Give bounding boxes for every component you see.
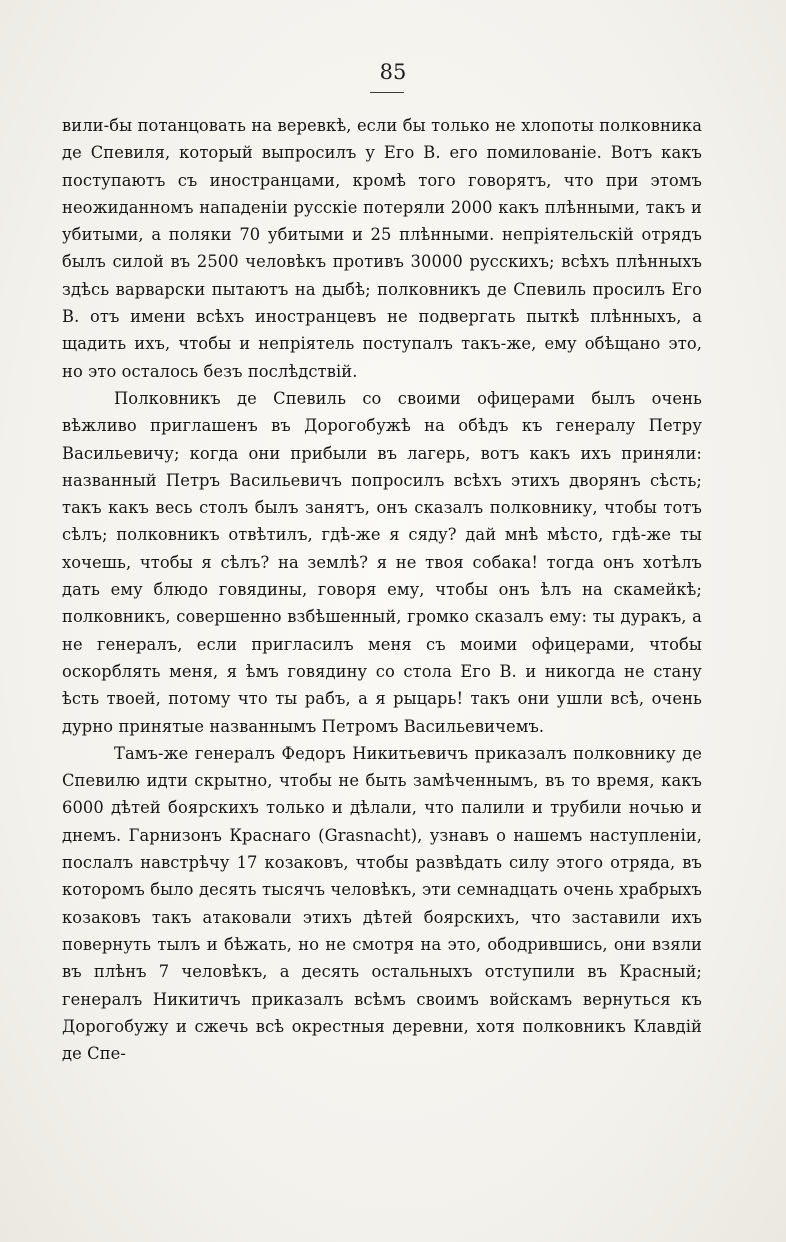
page-number-underline — [370, 92, 404, 93]
paragraph-continuation: вили-бы потанцовать на веревкѣ, если бы только не хлопоты полковника де Спевиля, который выпросилъ у Его В. его помилованіе. Вотъ какъ поступаютъ съ иностранцами, кромѣ того говорятъ, что при этомъ неожиданномъ нападеніи русскіе потеряли 2000 какъ плѣнными, такъ и убитыми, а поляки 70 убитыми и 25 плѣнными. непріятельскій отрядъ былъ силой въ 2500 человѣкъ противъ 30000 русскихъ; всѣхъ плѣнныхъ здѣсь варварски пытаютъ на дыбѣ; полковникъ де Спевиль просилъ Его В. отъ имени всѣхъ иностранцевъ не подвергать пыткѣ плѣнныхъ, а щадить ихъ, чтобы и непріятель поступалъ такъ-же, ему обѣщано это, но это осталось безъ послѣдствій. — [62, 116, 702, 381]
paragraph-dinner: Полковникъ де Спевиль со своими офицерами былъ очень вѣжливо приглашенъ въ Дорогобужѣ на обѣдъ къ генералу Петру Васильевичу; когда они прибыли въ лагерь, вотъ какъ ихъ приняли: названный Петръ Васильевичъ попросилъ всѣхъ этихъ дворянъ сѣсть; такъ какъ весь столъ былъ занятъ, онъ сказалъ полковнику, чтобы тотъ сѣлъ; полковникъ отвѣтилъ, гдѣ-же я сяду? дай мнѣ мѣсто, гдѣ-же ты хочешь, чтобы я сѣлъ? на землѣ? я не твоя собака! тогда онъ хотѣлъ дать ему блюдо говядины, говоря ему, чтобы онъ ѣлъ на скамейкѣ; полковникъ, совершенно взбѣшенный, громко сказалъ ему: ты дуракъ, а не генералъ, если пригласилъ меня съ моими офицерами, чтобы оскорблять меня, я ѣмъ говядину со стола Его В. и никогда не стану ѣсть твоей, потому что ты рабъ, а я рыцарь! такъ они ушли всѣ, очень дурно принятые названнымъ Петромъ Васильевичемъ. — [62, 388, 702, 736]
page-number: 85 — [379, 60, 407, 84]
paragraph-krasny: Тамъ-же генералъ Федоръ Никитьевичъ приказалъ полковнику де Спевилю идти скрытно, чтобы не быть замѣченнымъ, въ то время, какъ 6000 дѣтей боярскихъ только и дѣлали, что палили и трубили ночью и днемъ. Гарнизонъ Краснаго (Grasnacht), узнавъ о нашемъ наступленіи, послалъ навстрѣчу 17 козаковъ, чтобы развѣдать силу этого отряда, въ которомъ было десять тысячъ человѣкъ, эти семнадцать очень храбрыхъ козаковъ такъ атаковали этихъ дѣтей боярскихъ, что заставили ихъ повернуть тылъ и бѣжать, но не смотря на это, ободрившись, они взяли въ плѣнъ 7 человѣкъ, а десять остальныхъ отступили въ Красный; генералъ Никитичъ приказалъ всѣмъ своимъ войскамъ вернуться къ Дорогобужу и сжечь всѣ окрестныя деревни, хотя полковникъ Клавдій де Спе- — [62, 743, 702, 1064]
body-text — [62, 112, 702, 1067]
